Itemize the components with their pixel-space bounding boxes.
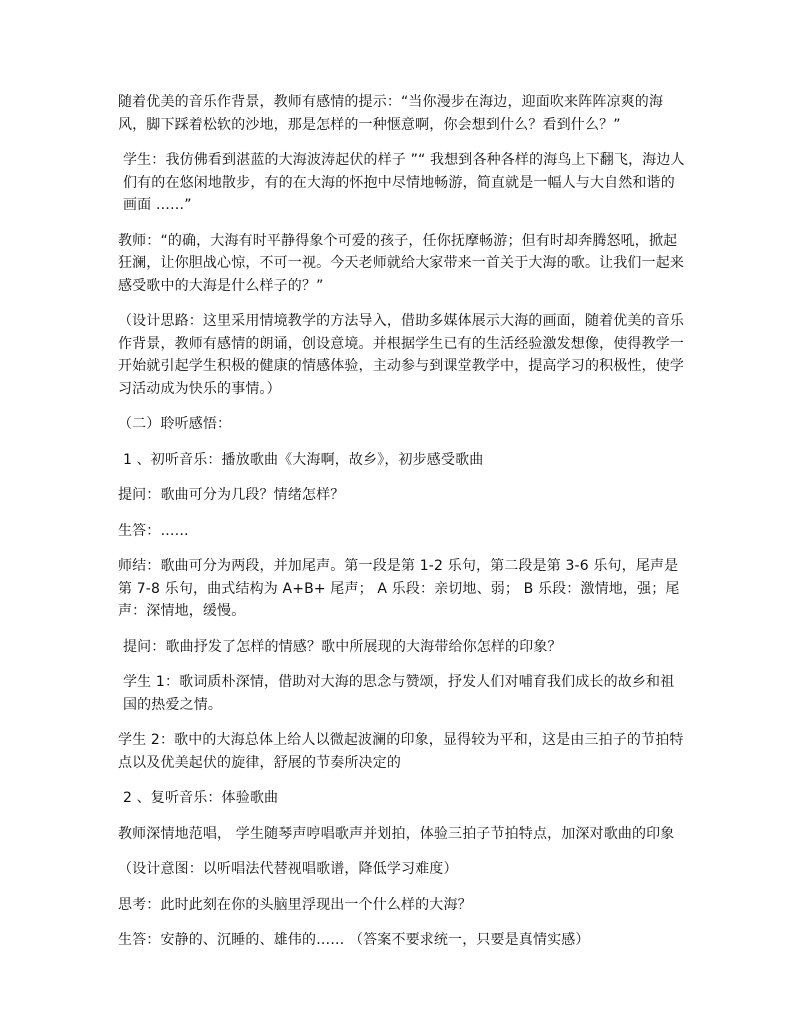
- student-two-answer: 学生 2：歌中的大海总体上给人以微起波澜的印象，显得较为平和，这是由三拍子的节拍特点以及优美起伏的旋律，舒展的节奏所决定的: [118, 732, 684, 771]
- document-body: [118, 91, 686, 965]
- student-final-answer: 生答：安静的、沉睡的、雄伟的…… （答案不要求统一，只要是真情实感）: [118, 932, 590, 948]
- reflection-question: 思考：此时此刻在你的头脑里浮现出一个什么样的大海？: [118, 896, 472, 913]
- student-one-answer: 学生 1：歌词质朴深情，借助对大海的思念与赞颂，抒发人们对哺育我们成长的故乡和祖国的热爱之情。: [123, 674, 675, 713]
- design-intent-note: （设计意图：以听唱法代替视唱歌谱，降低学习难度）: [118, 861, 458, 877]
- student-answer-placeholder: 生答：……: [118, 522, 189, 539]
- intro-prompt-paragraph: 随着优美的音乐作背景，教师有感情的提示：“当你漫步在海边，迎面吹来阵阵凉爽的海风，脚下踩着松软的沙地，那是怎样的一种惬意啊，你会想到什么？看到什么？”: [118, 94, 664, 133]
- step-two-second-listen: 2 、复听音乐：体验歌曲: [123, 790, 279, 806]
- teacher-summary-paragraph: 师结：歌曲可分为两段，并加尾声。第一段是第 1-2 乐句，第二段是第 3-6 乐句，尾声是第 7-8 乐句，曲式结构为 A+B+ 尾声； A 乐段：亲切地、弱； B 乐段：激情地，强；尾声：深情地，缓慢。: [118, 558, 680, 619]
- design-rationale-paragraph: （设计思路：这里采用情境教学的方法导入，借助多媒体展示大海的画面，随着优美的音乐作背景，教师有感情的朗诵，创设意境。并根据学生已有的生活经验激发想像，使得教学一开始就引起学生积极的健康的情感体验，主动参与到课堂教学中，提高学习的积极性，使学习活动成为快乐的事情。）: [118, 313, 684, 397]
- section-heading-listening: （二）聆听感悟：: [118, 416, 232, 432]
- teacher-demo-singing: 教师深情地范唱， 学生随琴声哼唱歌声并划拍，体验三拍子节拍特点，加深对歌曲的印象: [118, 825, 675, 842]
- teacher-speech-paragraph: 教师：“的确，大海有时平静得象个可爱的孩子，任你抚摩畅游；但有时却奔腾怒吼，掀起狂澜，让你胆战心惊，不可一视。今天老师就给大家带来一首关于大海的歌。让我们一起来感受歌中的大海是什么样子的？”: [118, 232, 684, 294]
- question-song-sections: 提问：歌曲可分为几段？情绪怎样？: [118, 487, 345, 503]
- step-one-first-listen: 1 、初听音乐：播放歌曲《大海啊，故乡》，初步感受歌曲: [123, 451, 484, 468]
- question-emotion: 提问：歌曲抒发了怎样的情感？歌中所展现的大海带给你怎样的印象？: [123, 638, 562, 655]
- student-response-paragraph: 学生：我仿佛看到湛蓝的大海波涛起伏的样子 ”“ 我想到各种各样的海鸟上下翻飞，海边人们有的在悠闲地散步，有的在大海的怀抱中尽情地畅游，简直就是一幅人与大自然和谐的画面 ……”: [123, 152, 685, 213]
